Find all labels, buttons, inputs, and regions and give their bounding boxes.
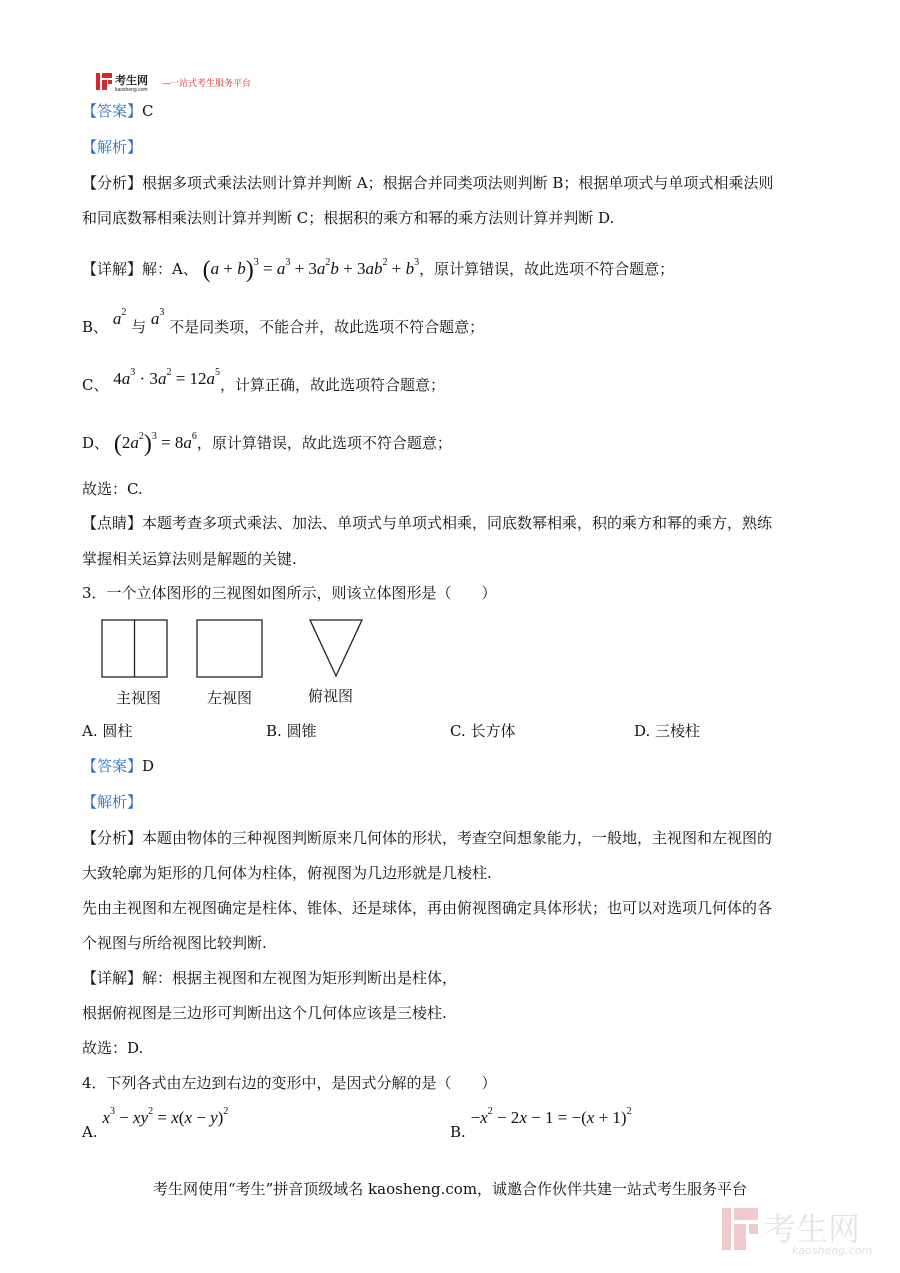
top-view-triangle — [310, 620, 362, 676]
q3-option-a: A. 圆柱 — [82, 722, 133, 740]
formula-q4b: $-x^2 - 2x - 1 = -(x + 1)^2$ — [470, 1106, 632, 1127]
q4-option-b: B. $-x^2 - 2x - 1 = -(x + 1)^2$ — [450, 1106, 632, 1141]
q3-fenxi-line3: 先由主视图和左视图确定是柱体、锥体、还是球体，再由俯视图确定具体形状；也可以对选项几何体的各 — [82, 899, 773, 917]
q4-stem: 4．下列各式由左边到右边的变形中，是因式分解的是（ ） — [82, 1074, 497, 1092]
q2-choice: 故选：C. — [82, 480, 143, 498]
q3-option-c: C. 长方体 — [450, 722, 516, 740]
logo-slogan: 一站式考生服务平台 — [170, 79, 252, 89]
side-view-rect — [197, 620, 262, 677]
formula-b1: $a^2$ — [112, 307, 127, 328]
q3-answer: 【答案】D — [82, 757, 155, 775]
q2-detail-d: D、 $(2a^2)^3 = 8a^6$，原计算错误，故此选项不符合题意； — [82, 431, 452, 457]
formula-d: $(2a^2)^3 = 8a^6$ — [113, 431, 197, 457]
watermark-logo — [722, 1206, 882, 1262]
q2-detail-c: C、 $4a^3 \cdot 3a^2 = 12a^5$，计算正确，故此选项符合题意； — [82, 367, 446, 394]
q3-stem: 3．一个立体图形的三视图如图所示，则该立体图形是（ ） — [82, 584, 497, 602]
dianjing-label: 【点睛】 — [82, 514, 143, 532]
site-logo — [96, 72, 296, 92]
watermark-name: 考生网 — [764, 1210, 861, 1248]
answer-label: 【答案】 — [82, 102, 143, 120]
q2-analysis-label: 【解析】 — [82, 138, 143, 156]
q3-option-d: D. 三棱柱 — [634, 722, 701, 740]
q3-choice: 故选：D. — [82, 1039, 144, 1057]
formula-a: $(a + b)^3 = a^3 + 3a^2b + 3ab^2 + b^3$ — [202, 257, 420, 283]
q2-fenxi-line1: 【分析】根据多项式乘法法则计算并判断 A；根据合并同类项法则判断 B；根据单项式与单项式相乘法则 — [82, 174, 774, 192]
logo-name: 考生网 — [115, 75, 148, 87]
answer-value: C — [142, 102, 154, 120]
q2-answer — [82, 100, 154, 122]
q2-dianjing-line1: 【点睛】本题考查多项式乘法、加法、单项式与单项式相乘，同底数幂相乘，积的乘方和幂的乘方，熟练 — [82, 514, 773, 532]
q3-fenxi-line2: 大致轮廓为矩形的几何体为柱体，俯视图为几边形就是几棱柱. — [82, 864, 492, 882]
formula-c: $4a^3 \cdot 3a^2 = 12a^5$ — [113, 367, 221, 388]
q2-detail-a: 【详解】解：A、 $(a + b)^3 = a^3 + 3a^2b + 3ab^2 + b^3$，原计算错误，故此选项不符合题意； — [82, 257, 675, 283]
page-footer: 考生网使用“考生”拼音顶级域名 kaosheng.com，诚邀合作伙伴共建一站式考生服务平台 — [152, 1180, 748, 1198]
q4-option-a: A. $x^3 - xy^2 = x(x - y)^2$ — [82, 1106, 229, 1141]
side-view-label: 左视图 — [207, 689, 253, 707]
detail-label: 【详解】 — [82, 260, 143, 278]
q3-option-b: B. 圆锥 — [266, 722, 317, 740]
watermark-domain: kaosheng.com — [792, 1244, 873, 1257]
formula-q4a: $x^3 - xy^2 = x(x - y)^2$ — [102, 1106, 229, 1127]
formula-b2: $a^3$ — [150, 307, 165, 328]
front-view-label: 主视图 — [116, 689, 162, 707]
q3-analysis-label: 【解析】 — [82, 793, 143, 811]
q3-detail-line1: 【详解】解：根据主视图和左视图为矩形判断出是柱体， — [82, 969, 458, 987]
top-view-label: 俯视图 — [308, 687, 354, 705]
q3-detail-line2: 根据俯视图是三边形可判断出这个几何体应该是三棱柱. — [82, 1004, 447, 1022]
q3-fenxi-line4: 个视图与所给视图比较判断. — [82, 934, 267, 952]
logo-domain: kaosheng.com — [115, 87, 148, 92]
q3-fenxi-line1: 【分析】本题由物体的三种视图判断原来几何体的形状，考查空间想象能力，一般地，主视图和左视图的 — [82, 829, 773, 847]
q2-dianjing-line2: 掌握相关运算法则是解题的关键. — [82, 550, 297, 568]
q2-fenxi-line2: 和同底数幂相乘法则计算并判断 C；根据积的乘方和幂的乘方法则计算并判断 D. — [82, 209, 615, 227]
fenxi-label: 【分析】 — [82, 174, 143, 192]
svg-text:—: — — [162, 79, 171, 89]
q2-detail-b: B、 $a^2$ 与 $a^3$ 不是同类项，不能合并，故此选项不符合题意； — [82, 307, 485, 336]
